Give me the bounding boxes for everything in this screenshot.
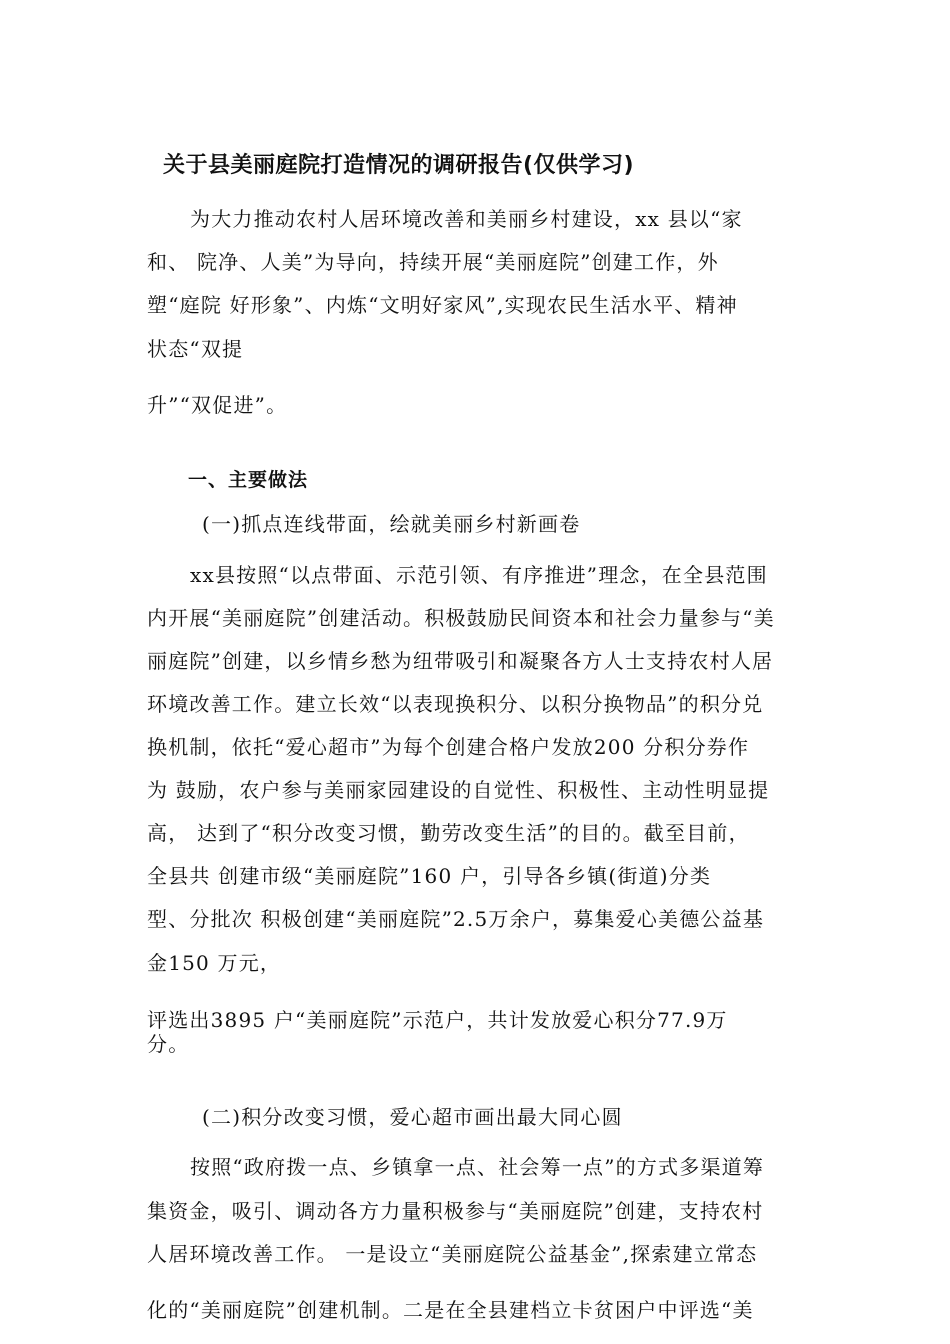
intro-line: 升”“双促进”。 xyxy=(147,393,288,417)
paragraph-line: 丽庭院”创建，以乡情乡愁为纽带吸引和凝聚各方人士支持农村人居 xyxy=(147,649,774,673)
paragraph-line: 为 鼓励，农户参与美丽家园建设的自觉性、积极性、主动性明显提 xyxy=(147,778,770,802)
paragraph-line: 按照“政府拨一点、乡镇拿一点、社会筹一点”的方式多渠道筹 xyxy=(190,1155,765,1179)
paragraph-line: 换机制，依托“爱心超市”为每个创建合格户发放200 分积分券作 xyxy=(147,735,750,759)
paragraph-line: 集资金，吸引、调动各方力量积极参与“美丽庭院”创建，支持农村 xyxy=(147,1199,764,1223)
intro-line: 为大力推动农村人居环境改善和美丽乡村建设，xx 县以“家 xyxy=(190,207,743,231)
document-title: 关于县美丽庭院打造情况的调研报告(仅供学习) xyxy=(163,153,635,178)
paragraph-line: 人居环境改善工作。 一是设立“美丽庭院公益基金”,探索建立常态 xyxy=(147,1242,758,1266)
subsection-heading: (二)积分改变习惯，爱心超市画出最大同心圆 xyxy=(202,1105,623,1129)
intro-line: 状态“双提 xyxy=(147,337,244,361)
subsection-heading: (一)抓点连线带面，绘就美丽乡村新画卷 xyxy=(202,512,581,536)
paragraph-line: xx县按照“以点带面、示范引领、有序推进”理念，在全县范围 xyxy=(190,563,768,587)
paragraph-line: 金150 万元， xyxy=(147,951,282,975)
paragraph-line: 内开展“美丽庭院”创建活动。积极鼓励民间资本和社会力量参与“美 xyxy=(147,606,775,630)
paragraph-line: 评选出3895 户“美丽庭院”示范户，共计发放爱心积分77.9万 xyxy=(147,1008,728,1032)
intro-line: 塑“庭院 好形象”、内炼“文明好家风”,实现农民生活水平、精神 xyxy=(147,293,738,317)
intro-line: 和、 院净、人美”为导向，持续开展“美丽庭院”创建工作，外 xyxy=(147,250,719,274)
section-heading: 一、主要做法 xyxy=(188,469,309,491)
paragraph-line: 全县共 创建市级“美丽庭院”160 户，引导各乡镇(街道)分类 xyxy=(147,864,712,888)
paragraph-line: 型、分批次 积极创建“美丽庭院”2.5万余户，募集爱心美德公益基 xyxy=(147,907,765,931)
paragraph-line: 高， 达到了“积分改变习惯，勤劳改变生活”的目的。截至目前， xyxy=(147,821,750,845)
paragraph-line: 分。 xyxy=(147,1032,190,1056)
paragraph-line: 化的“美丽庭院”创建机制。二是在全县建档立卡贫困户中评选“美 xyxy=(147,1298,754,1322)
paragraph-line: 环境改善工作。建立长效“以表现换积分、以积分换物品”的积分兑 xyxy=(147,692,764,716)
